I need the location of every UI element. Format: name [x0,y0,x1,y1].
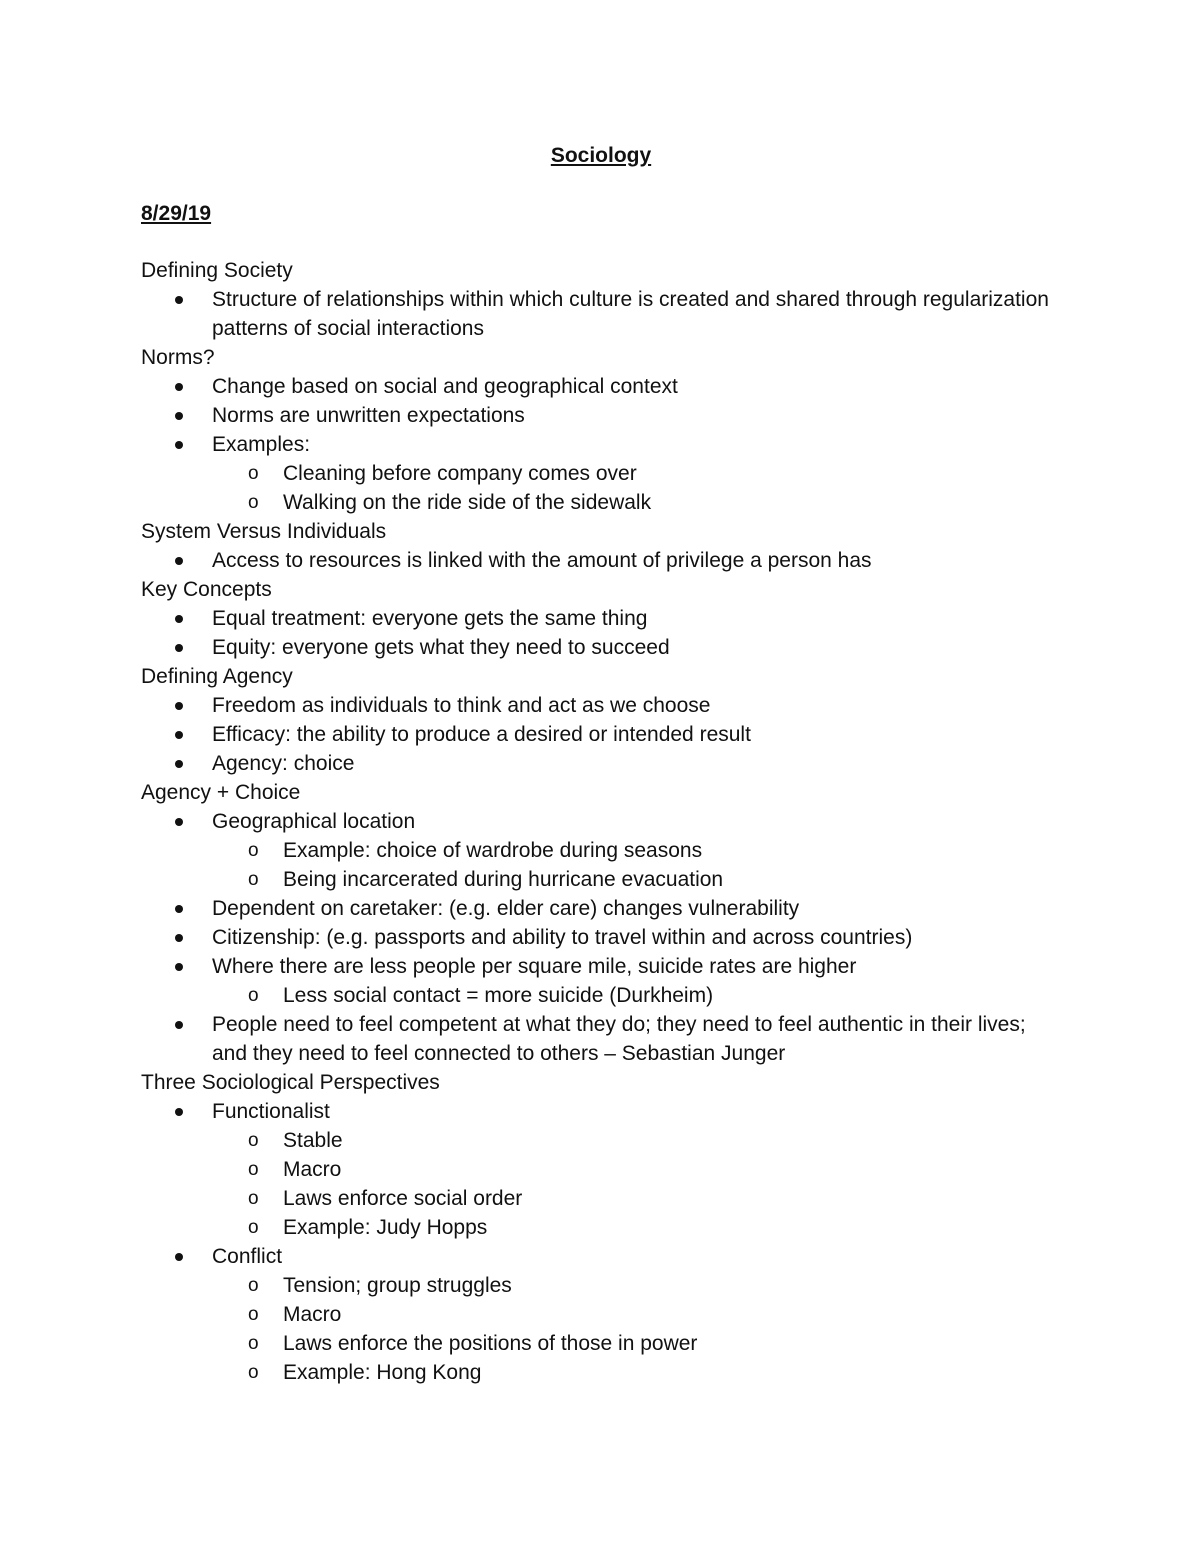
sub-bullet-text: Laws enforce the positions of those in power [283,1332,698,1355]
bullet-icon [175,702,183,710]
hollow-bullet-icon: o [248,492,259,513]
bullet-text: Norms are unwritten expectations [212,404,525,427]
sub-bullet-item [212,865,1061,894]
bullet-icon [175,1253,183,1261]
sub-bullet-text: Tension; group struggles [283,1274,512,1297]
bullet-icon [175,615,183,623]
bullet-text: Where there are less people per square mile, suicide rates are higher [212,955,857,978]
sub-bullet-item [212,1155,1061,1184]
hollow-bullet-icon: o [248,985,259,1006]
hollow-bullet-icon: o [248,869,259,890]
bullet-text: Dependent on caretaker: (e.g. elder care) changes vulnerability [212,897,800,920]
bullet-item [141,430,1061,517]
bullet-item [141,1010,1061,1068]
sub-bullet-text: Example: choice of wardrobe during seasons [283,839,703,862]
bullet-text: Equity: everyone gets what they need to succeed [212,636,670,659]
hollow-bullet-icon: o [248,1159,259,1180]
notes-section [141,662,1061,778]
hollow-bullet-icon: o [248,1188,259,1209]
bullet-list [141,372,1061,517]
section-heading: Key Concepts [141,578,272,601]
sub-bullet-item [212,1213,1061,1242]
notes-section [141,778,1061,1068]
section-heading: Defining Agency [141,665,293,688]
hollow-bullet-icon: o [248,1275,259,1296]
bullet-text: Change based on social and geographical context [212,375,678,398]
section-heading: System Versus Individuals [141,520,387,543]
section-heading: Norms? [141,346,215,369]
sub-bullet-item [212,836,1061,865]
notes-section [141,256,1061,343]
bullet-item [141,372,1061,401]
bullet-item [141,285,1061,343]
bullet-icon [175,905,183,913]
bullet-icon [175,296,183,304]
hollow-bullet-icon: o [248,1333,259,1354]
bullet-text: Freedom as individuals to think and act as we choose [212,694,711,717]
bullet-icon [175,1108,183,1116]
document-title: Sociology [550,144,652,167]
bullet-list [141,807,1061,1068]
sub-bullet-text: Macro [283,1158,342,1181]
sub-bullet-list [212,459,1061,517]
section-heading: Defining Society [141,259,293,282]
sub-bullet-list [212,981,1061,1010]
hollow-bullet-icon: o [248,1217,259,1238]
notes-section [141,343,1061,517]
bullet-text: Conflict [212,1245,283,1268]
bullet-item [141,691,1061,720]
sub-bullet-text: Example: Judy Hopps [283,1216,488,1239]
hollow-bullet-icon: o [248,1362,259,1383]
bullet-item [141,749,1061,778]
section-heading: Agency + Choice [141,781,301,804]
notes-section [141,575,1061,662]
sub-bullet-text: Cleaning before company comes over [283,462,637,485]
bullet-text: Structure of relationships within which culture is created and shared through regularization patterns of social interactions [212,288,1049,340]
sub-bullet-text: Laws enforce social order [283,1187,523,1210]
document-date: 8/29/19 [141,202,212,225]
bullet-icon [175,557,183,565]
document-body [141,141,1061,1387]
bullet-icon [175,1021,183,1029]
bullet-item [141,720,1061,749]
sub-bullet-item [212,1300,1061,1329]
bullet-list [141,604,1061,662]
bullet-item [141,1242,1061,1387]
bullet-list [141,285,1061,343]
sub-bullet-item [212,1329,1061,1358]
section-heading: Three Sociological Perspectives [141,1071,440,1094]
bullet-text: Agency: choice [212,752,355,775]
bullet-text: Equal treatment: everyone gets the same thing [212,607,648,630]
bullet-list [141,691,1061,778]
bullet-icon [175,818,183,826]
sub-bullet-item [212,981,1061,1010]
bullet-text: Functionalist [212,1100,330,1123]
bullet-item [141,807,1061,894]
sub-bullet-item [212,1271,1061,1300]
sub-bullet-item [212,459,1061,488]
bullet-icon [175,644,183,652]
hollow-bullet-icon: o [248,1130,259,1151]
sub-bullet-item [212,1126,1061,1155]
bullet-item [141,1097,1061,1242]
bullet-item [141,952,1061,1010]
sub-bullet-item [212,488,1061,517]
notes-sections [141,256,1061,1387]
bullet-item [141,894,1061,923]
sub-bullet-text: Stable [283,1129,343,1152]
bullet-text: Access to resources is linked with the amount of privilege a person has [212,549,872,572]
sub-bullet-item [212,1184,1061,1213]
bullet-item [141,546,1061,575]
bullet-text: People need to feel competent at what they do; they need to feel authentic in their lives; and they need to feel connected to others – Sebastian Junger [212,1013,1026,1065]
bullet-icon [175,383,183,391]
sub-bullet-list [212,1271,1061,1387]
sub-bullet-text: Walking on the ride side of the sidewalk [283,491,652,514]
bullet-text: Efficacy: the ability to produce a desired or intended result [212,723,751,746]
bullet-icon [175,934,183,942]
bullet-icon [175,963,183,971]
sub-bullet-text: Macro [283,1303,342,1326]
hollow-bullet-icon: o [248,1304,259,1325]
sub-bullet-item [212,1358,1061,1387]
notes-section [141,1068,1061,1387]
bullet-text: Examples: [212,433,311,456]
bullet-list [141,546,1061,575]
bullet-icon [175,441,183,449]
sub-bullet-list [212,836,1061,894]
bullet-icon [175,760,183,768]
sub-bullet-text: Less social contact = more suicide (Durkheim) [283,984,714,1007]
bullet-item [141,604,1061,633]
hollow-bullet-icon: o [248,463,259,484]
sub-bullet-text: Example: Hong Kong [283,1361,482,1384]
notes-section [141,517,1061,575]
bullet-icon [175,412,183,420]
sub-bullet-text: Being incarcerated during hurricane evacuation [283,868,724,891]
bullet-icon [175,731,183,739]
bullet-list [141,1097,1061,1387]
bullet-item [141,923,1061,952]
bullet-text: Citizenship: (e.g. passports and ability to travel within and across countries) [212,926,913,949]
bullet-item [141,401,1061,430]
bullet-item [141,633,1061,662]
sub-bullet-list [212,1126,1061,1242]
hollow-bullet-icon: o [248,840,259,861]
bullet-text: Geographical location [212,810,416,833]
